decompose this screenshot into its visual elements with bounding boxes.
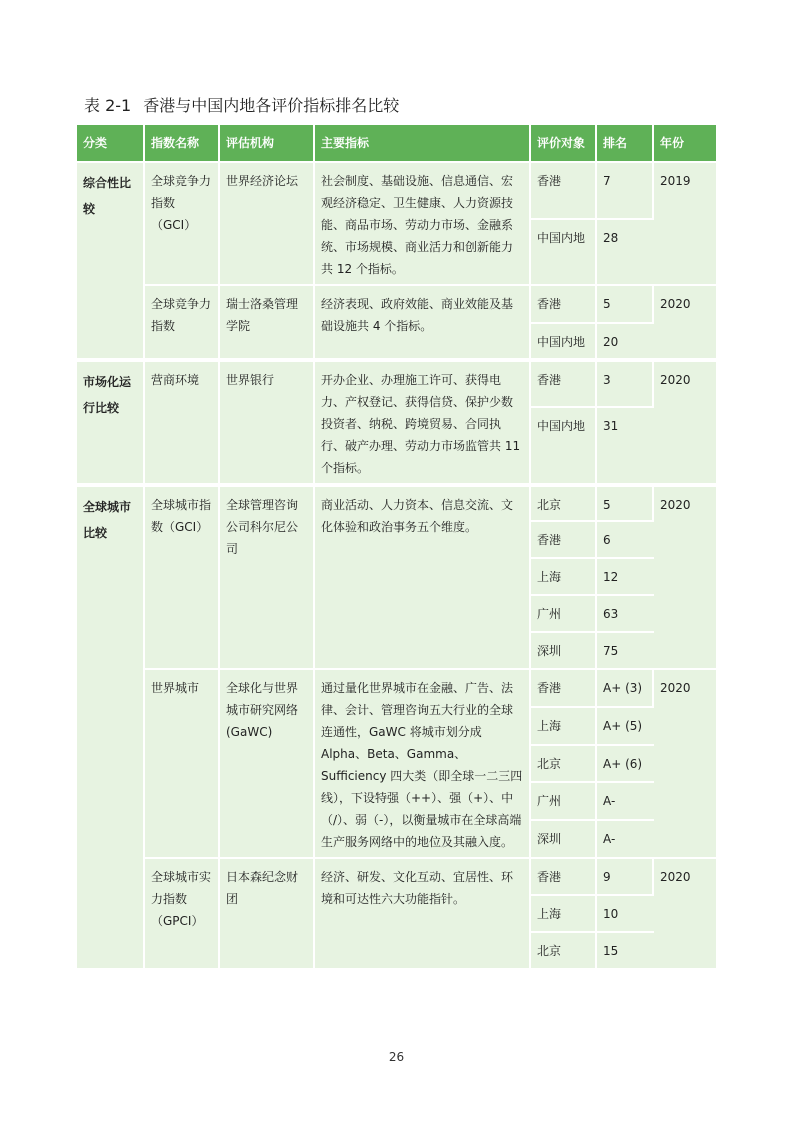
index-name-cell: 世界城市: [145, 670, 220, 859]
rank-cell: 28: [597, 220, 654, 286]
header-object: 评价对象: [531, 125, 597, 161]
category-cell: 综合性比较: [77, 161, 145, 360]
rank-cell: A+ (3): [597, 670, 654, 708]
object-cell: 香港: [531, 286, 597, 324]
indicators-cell: 开办企业、办理施工许可、获得电力、产权登记、获得信贷、保护少数投资者、纳税、跨境贸易、合同执行、破产办理、劳动力市场监管共 11 个指标。: [315, 360, 531, 485]
index-name-cell: 全球竞争力指数: [145, 286, 220, 360]
rank-cell: A+ (5): [597, 708, 654, 746]
table-row: [77, 286, 716, 324]
header-agency: 评估机构: [220, 125, 315, 161]
year-cell: 2020: [654, 286, 716, 360]
object-cell: 上海: [531, 708, 597, 746]
table-row: [77, 360, 716, 408]
agency-cell: 世界银行: [220, 360, 315, 485]
rank-cell: 12: [597, 559, 654, 596]
year-cell: 2020: [654, 360, 716, 485]
object-cell: 中国内地: [531, 220, 597, 286]
object-cell: 香港: [531, 859, 597, 896]
indicators-cell: 经济、研发、文化互动、宜居性、环境和可达性六大功能指针。: [315, 859, 531, 970]
table-row: [77, 161, 716, 220]
object-cell: 北京: [531, 933, 597, 970]
rank-cell: A-: [597, 821, 654, 859]
indicators-cell: 通过量化世界城市在金融、广告、法律、会计、管理咨询五大行业的全球连通性，GaWC 将城市划分成 Alpha、Beta、Gamma、Sufficiency 四大类（即全球一二三四线），下设特强（++）、强（+）、中（/）、弱（-），以衡量城市在全球高端生产服务网络中的地位及其融入度。: [315, 670, 531, 859]
header-rank: 排名: [597, 125, 654, 161]
index-name-cell: 营商环境: [145, 360, 220, 485]
indicators-cell: 社会制度、基础设施、信息通信、宏观经济稳定、卫生健康、人力资源技能、商品市场、劳动力市场、金融系统、市场规模、商业活力和创新能力共 12 个指标。: [315, 161, 531, 286]
agency-cell: 全球管理咨询公司科尔尼公司: [220, 485, 315, 670]
table-row: [77, 859, 716, 896]
object-cell: 广州: [531, 783, 597, 821]
object-cell: 深圳: [531, 821, 597, 859]
year-cell: 2020: [654, 485, 716, 670]
agency-cell: 日本森纪念财团: [220, 859, 315, 970]
table-title: 香港与中国内地各评价指标排名比较: [143, 96, 400, 115]
page-number: 26: [388, 1050, 405, 1064]
object-cell: 香港: [531, 670, 597, 708]
agency-cell: 全球化与世界城市研究网络(GaWC): [220, 670, 315, 859]
rank-cell: A+ (6): [597, 746, 654, 784]
category-cell: 全球城市比较: [77, 485, 145, 970]
rank-cell: 63: [597, 596, 654, 633]
header-year: 年份: [654, 125, 716, 161]
table-row: [77, 485, 716, 522]
object-cell: 深圳: [531, 633, 597, 670]
table-number: 表 2-1: [84, 96, 132, 115]
rank-cell: 3: [597, 360, 654, 408]
object-cell: 中国内地: [531, 324, 597, 360]
header-index-name: 指数名称: [145, 125, 220, 161]
table-caption: [84, 93, 399, 116]
rank-cell: 15: [597, 933, 654, 970]
header-category: 分类: [77, 125, 145, 161]
agency-cell: 世界经济论坛: [220, 161, 315, 286]
object-cell: 香港: [531, 360, 597, 408]
year-cell: 2020: [654, 859, 716, 970]
index-name-cell: 全球城市指数（GCI）: [145, 485, 220, 670]
year-cell: 2020: [654, 670, 716, 859]
object-cell: 北京: [531, 485, 597, 522]
ranking-table: [77, 125, 716, 970]
indicators-cell: 经济表现、政府效能、商业效能及基础设施共 4 个指标。: [315, 286, 531, 360]
object-cell: 香港: [531, 161, 597, 220]
rank-cell: 10: [597, 896, 654, 933]
rank-cell: 9: [597, 859, 654, 896]
rank-cell: 31: [597, 408, 654, 485]
index-name-cell: 全球竞争力指数（GCI）: [145, 161, 220, 286]
rank-cell: 75: [597, 633, 654, 670]
index-name-cell: 全球城市实力指数（GPCI）: [145, 859, 220, 970]
rank-cell: 5: [597, 485, 654, 522]
object-cell: 上海: [531, 559, 597, 596]
object-cell: 中国内地: [531, 408, 597, 485]
rank-cell: A-: [597, 783, 654, 821]
agency-cell: 瑞士洛桑管理学院: [220, 286, 315, 360]
object-cell: 北京: [531, 746, 597, 784]
rank-cell: 5: [597, 286, 654, 324]
table-header-row: [77, 125, 716, 161]
object-cell: 广州: [531, 596, 597, 633]
rank-cell: 20: [597, 324, 654, 360]
rank-cell: 6: [597, 522, 654, 559]
rank-cell: 7: [597, 161, 654, 220]
object-cell: 香港: [531, 522, 597, 559]
indicators-cell: 商业活动、人力资本、信息交流、文化体验和政治事务五个维度。: [315, 485, 531, 670]
table-row: [77, 670, 716, 708]
header-indicators: 主要指标: [315, 125, 531, 161]
year-cell: 2019: [654, 161, 716, 286]
category-cell: 市场化运行比较: [77, 360, 145, 485]
object-cell: 上海: [531, 896, 597, 933]
